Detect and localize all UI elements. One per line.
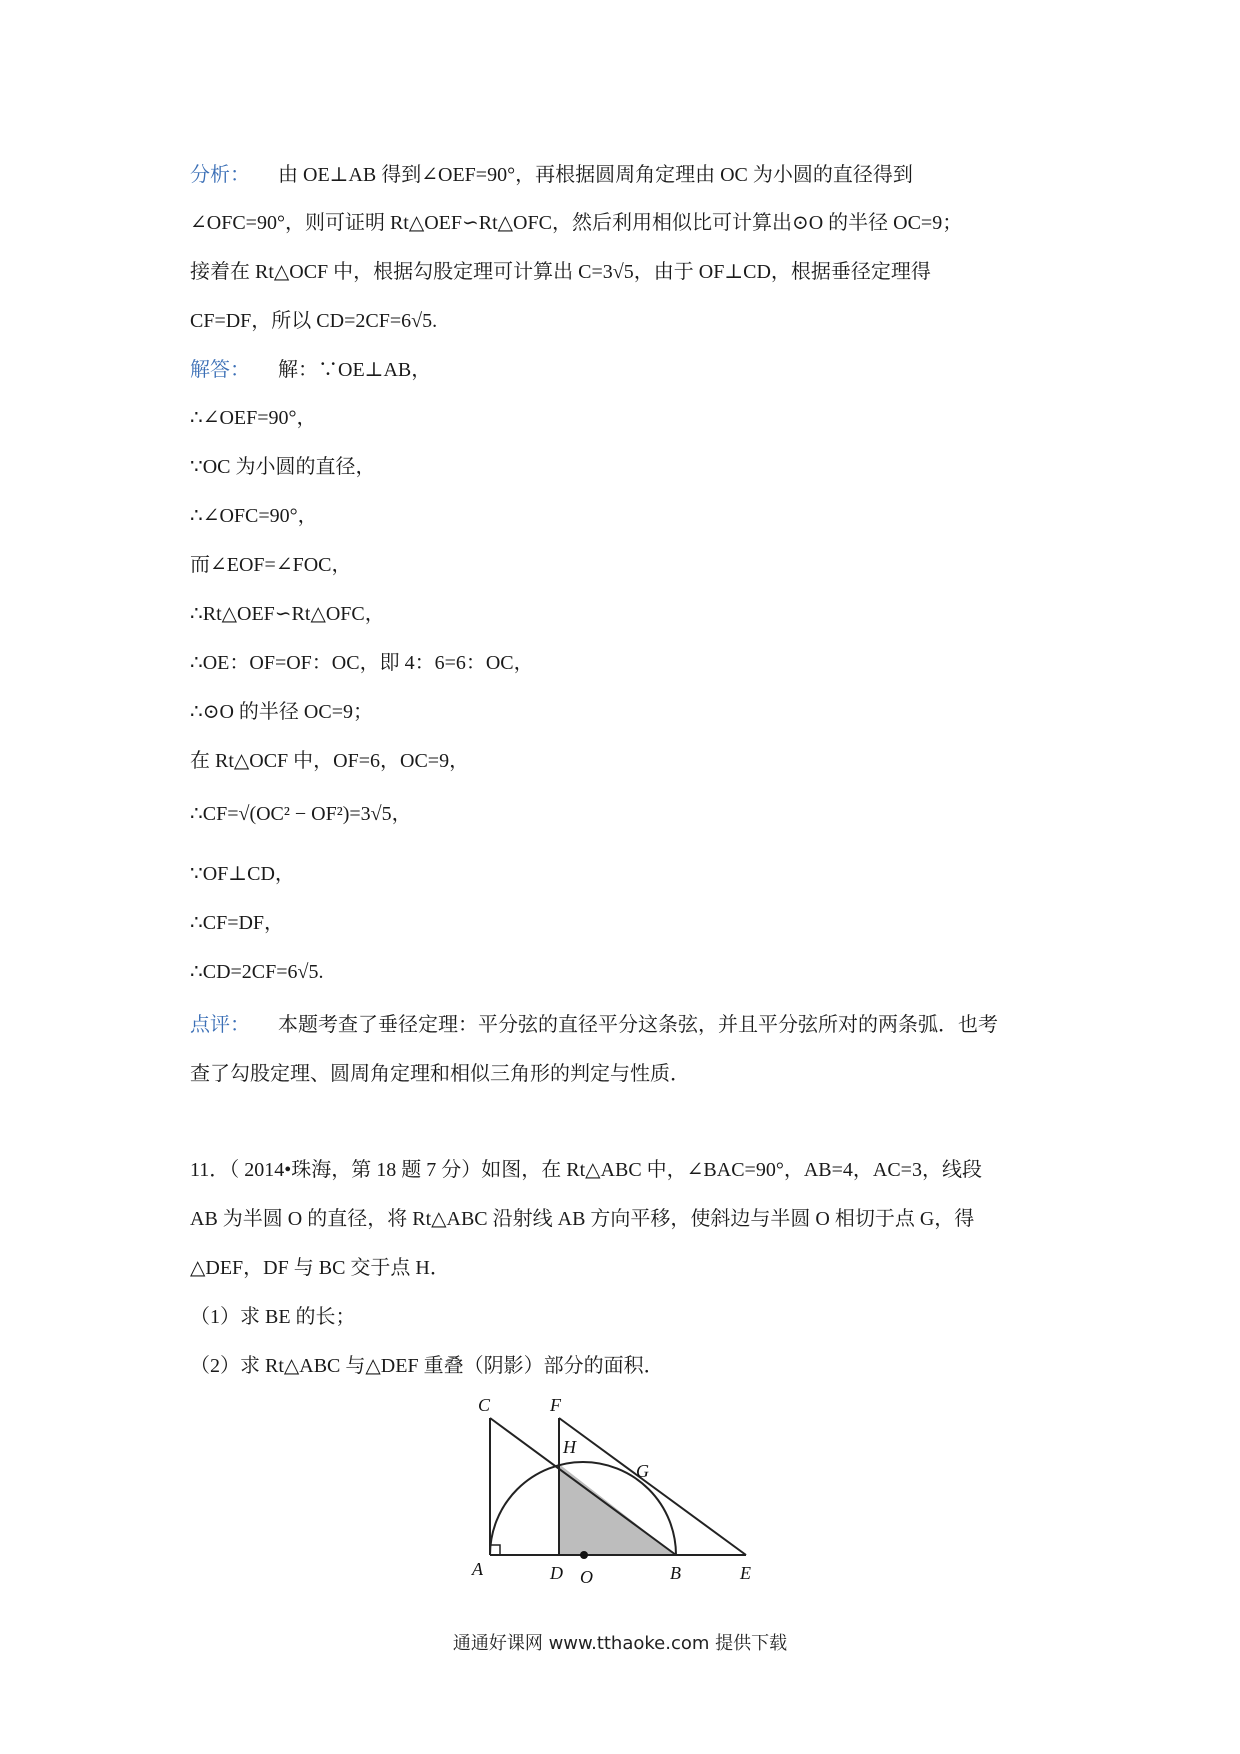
answer-line-1: [190, 355, 431, 384]
answer-first: 解：∵OE⊥AB，: [278, 359, 432, 381]
label-h: H: [563, 1437, 576, 1457]
footer-credit: 通通好课网 www.tthaoke.com 提供下载: [452, 1633, 788, 1654]
right-angle-marker: [490, 1545, 500, 1555]
analysis-text: 由 OE⊥AB 得到∠OEF=90°，再根据圆周角定理由 OC 为小圆的直径得到: [278, 164, 913, 186]
label-o: O: [580, 1567, 593, 1587]
analysis-label: 分析：: [190, 162, 250, 186]
answer-step: ∴∠OFC=90°，: [190, 505, 318, 527]
problem-line-2: AB 为半圆 O 的直径，将 Rt△ABC 沿射线 AB 方向平移，使斜边与半圆 O 相切于点 G，得: [190, 1208, 975, 1230]
answer-step: ∴Rt△OEF∽Rt△OFC，: [190, 603, 385, 625]
comment-line-1: [190, 1010, 998, 1038]
analysis-line-3: 接着在 Rt△OCF 中，根据勾股定理可计算出 C=3√5，由于 OF⊥CD，根据垂径定理得: [190, 261, 931, 283]
label-g: G: [636, 1461, 649, 1481]
answer-step: 而∠EOF=∠FOC，: [190, 554, 352, 576]
label-a: A: [472, 1559, 483, 1579]
answer-step: ∴CD=2CF=6√5.: [190, 961, 324, 983]
answer-step: ∴⊙O 的半径 OC=9；: [190, 701, 373, 723]
comment-label: 点评：: [190, 1012, 250, 1036]
label-d: D: [550, 1563, 563, 1583]
answer-step: ∵OF⊥CD，: [190, 863, 295, 885]
comment-text: 本题考查了垂径定理：平分弦的直径平分这条弦，并且平分弦所对的两条弧．也考: [278, 1012, 998, 1036]
point-o-dot: [580, 1551, 588, 1559]
label-c: C: [478, 1395, 491, 1415]
answer-step: ∵OC 为小圆的直径，: [190, 456, 376, 478]
problem-question-2: （2）求 Rt△ABC 与△DEF 重叠（阴影）部分的面积．: [190, 1355, 664, 1377]
problem-question-1: （1）求 BE 的长；: [190, 1306, 356, 1328]
answer-step: 在 Rt△OCF 中，OF=6，OC=9，: [190, 750, 470, 772]
analysis-line-4: CF=DF，所以 CD=2CF=6√5.: [190, 310, 438, 332]
label-e: E: [740, 1563, 751, 1583]
answer-step: ∴CF=DF，: [190, 912, 285, 934]
analysis-line-2: ∠OFC=90°，则可证明 Rt△OEF∽Rt△OFC，然后利用相似比可计算出⊙O 的半径 OC=9；: [190, 212, 963, 234]
answer-step: ∴OE：OF=OF：OC，即 4：6=6：OC，: [190, 652, 534, 674]
geometry-figure: [456, 1393, 796, 1603]
comment-line-2: 查了勾股定理、圆周角定理和相似三角形的判定与性质．: [190, 1061, 690, 1085]
answer-step: ∴CF=√(OC² − OF²)=3√5，: [190, 803, 412, 825]
problem-line-3: △DEF，DF 与 BC 交于点 H．: [190, 1257, 450, 1279]
label-b: B: [670, 1563, 681, 1583]
answer-label: 解答：: [190, 357, 250, 381]
analysis-line-1: [190, 160, 913, 189]
problem-line-1: 11．（ 2014•珠海，第 18 题 7 分）如图，在 Rt△ABC 中，∠BAC=90°，AB=4，AC=3，线段: [190, 1159, 982, 1181]
label-f: F: [550, 1395, 561, 1415]
answer-step: ∴∠OEF=90°，: [190, 407, 317, 429]
